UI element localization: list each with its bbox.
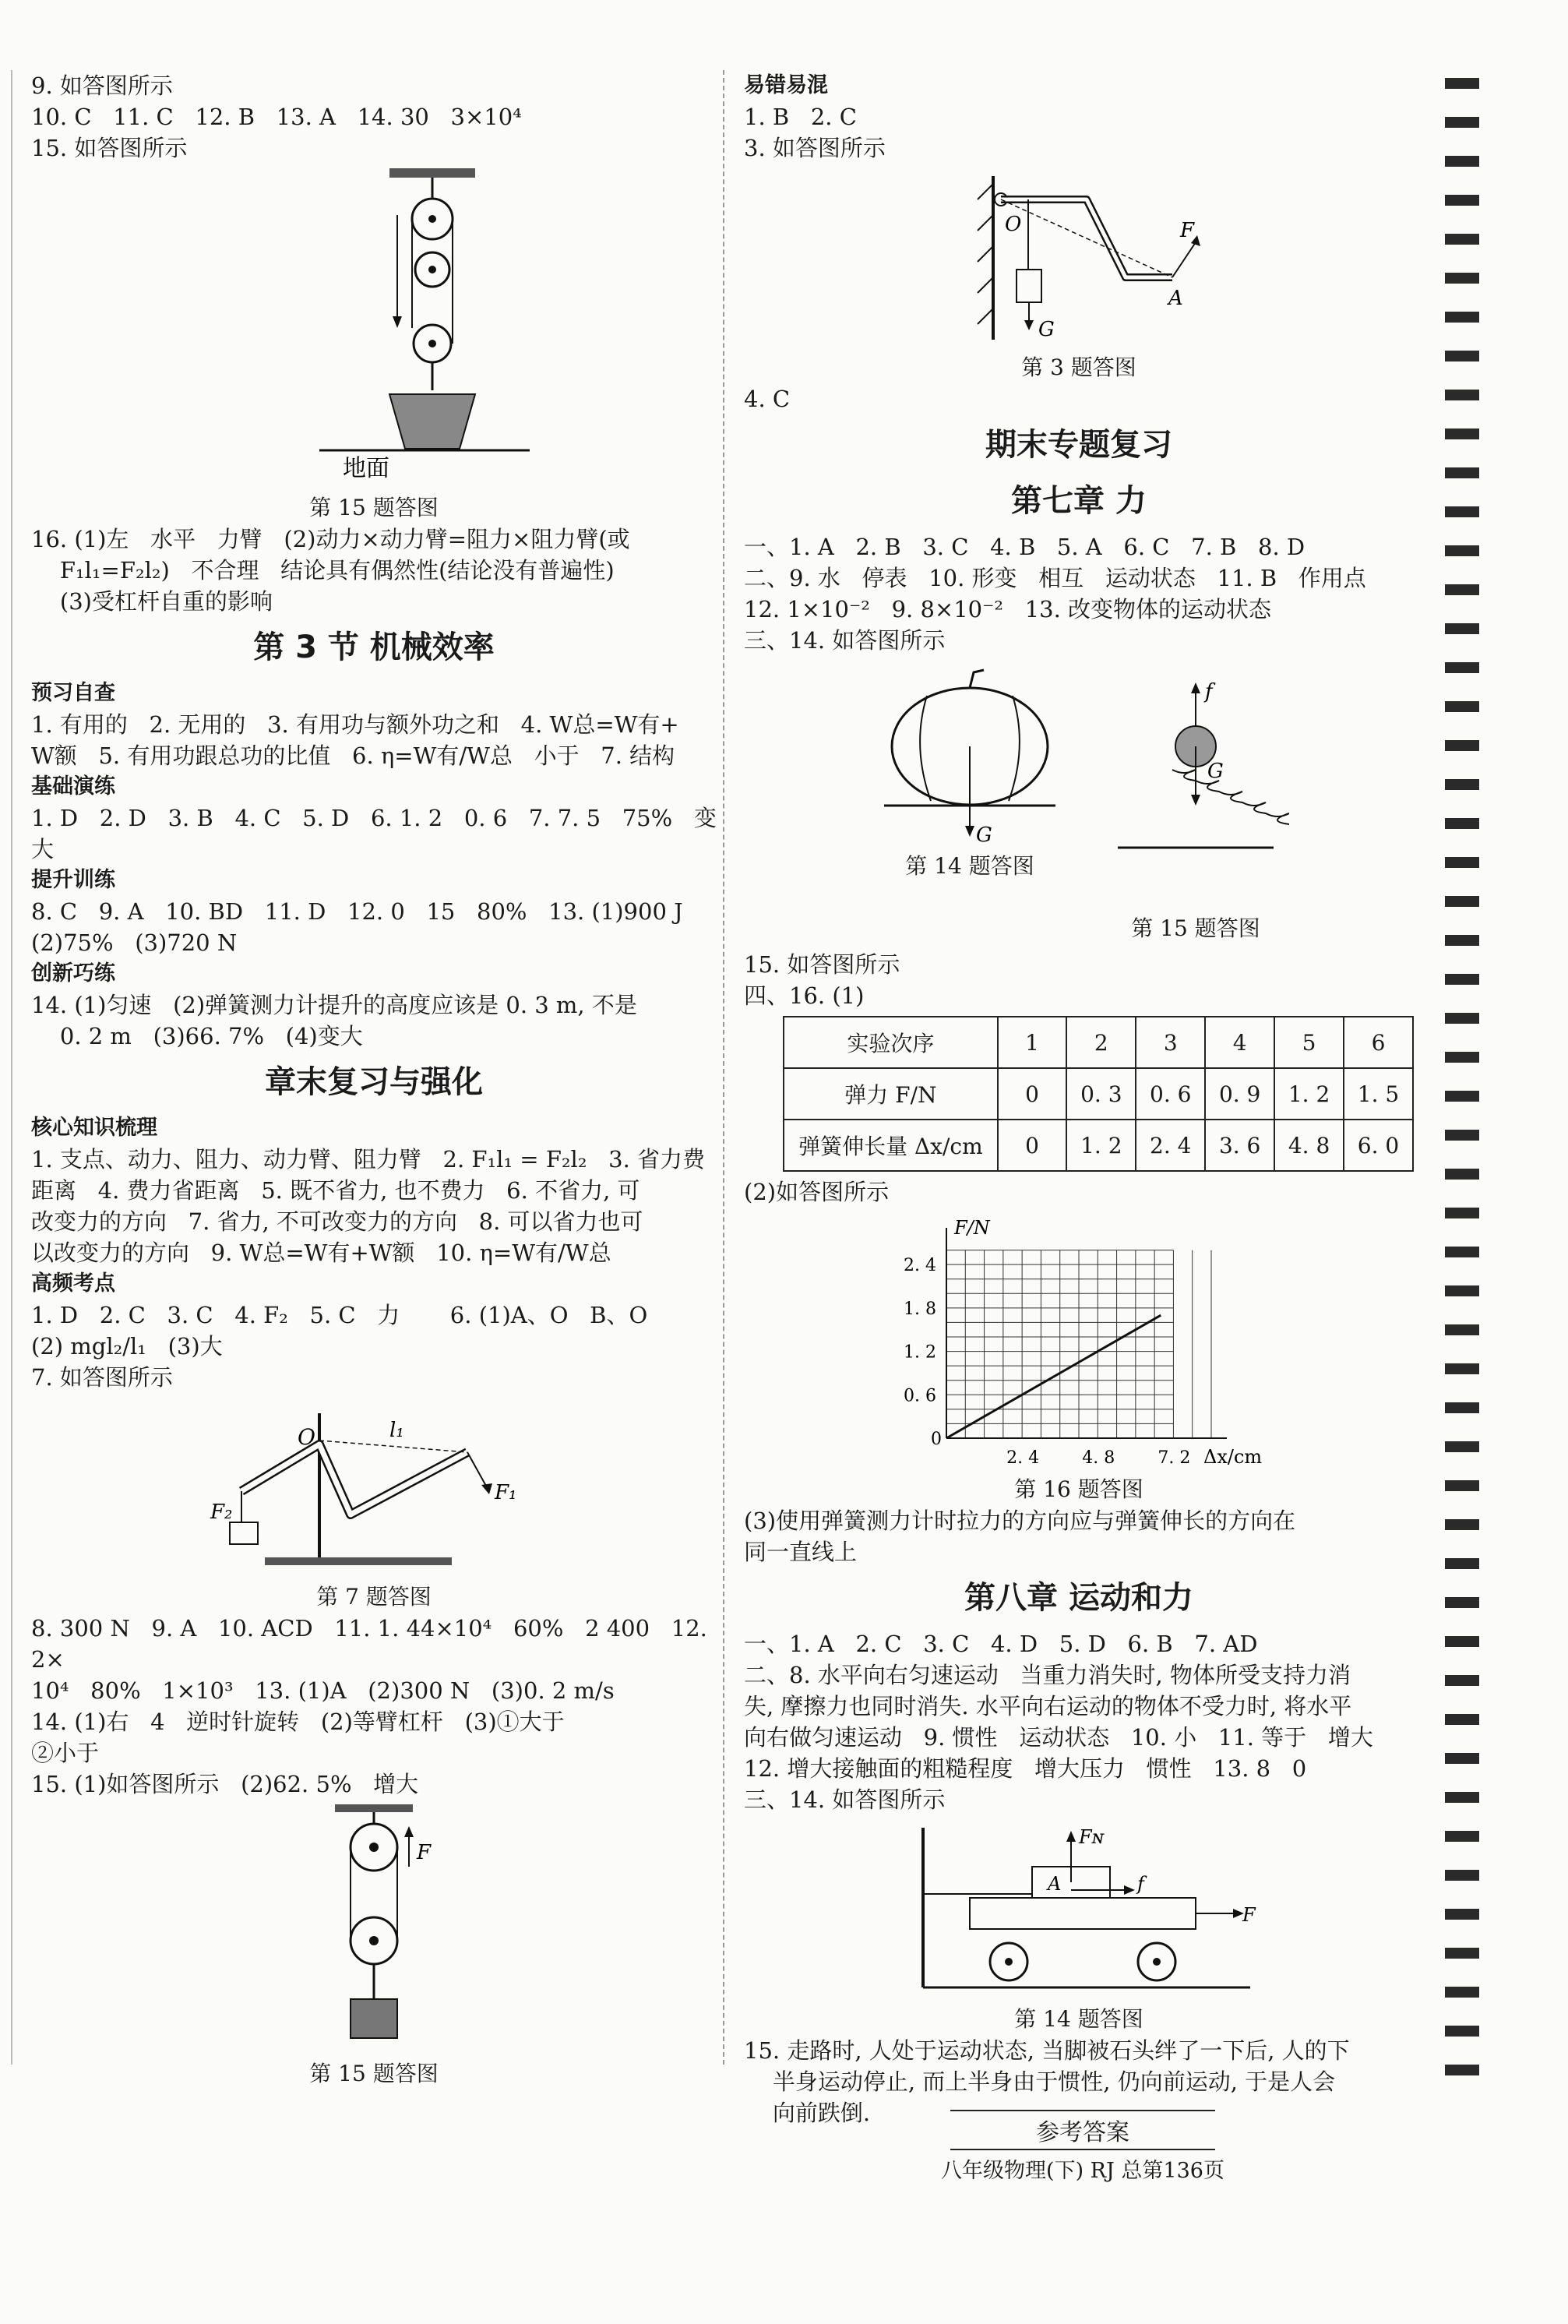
figure-caption: 第 3 题答图 [1021, 354, 1136, 380]
x-axis-label: Δx/cm [1203, 1446, 1263, 1468]
right-column [744, 70, 1414, 2128]
answer-line: 15. 如答图所示 [31, 135, 188, 161]
pulley-figure-15 [210, 168, 537, 488]
left-margin-line [11, 70, 12, 2065]
pulley-figure-15b [296, 1804, 452, 2054]
experiment-table [783, 1016, 1414, 1172]
figure-caption: 第 14 题答图 [1014, 2006, 1143, 2032]
figure-caption: 第 14 题答图 [905, 853, 1034, 879]
figure-caption: 第 15 题答图 [309, 2061, 439, 2086]
subheading: 高频考点 [31, 1271, 115, 1296]
figure-caption: 第 7 题答图 [316, 1584, 432, 1610]
subheading: 提升训练 [31, 868, 115, 892]
section-title: 期末专题复习 [985, 427, 1172, 463]
answer-line: 8. 300 N 9. A 10. ACD 11. 1. 44×10⁴ 60% 2 400 12. 2× [31, 1615, 715, 1673]
subheading: 易错易混 [744, 73, 828, 97]
answer-line: (2)75% (3)720 N [31, 929, 238, 956]
answer-line: W额 5. 有用功跟总功的比值 6. η=W有/W总 小于 7. 结构 [31, 742, 675, 769]
figure-15-wrap [1102, 661, 1289, 944]
table-cell: 实验次序 [784, 1017, 998, 1068]
table-cell: 1. 2 [1274, 1068, 1344, 1120]
table-cell: 0. 3 [1066, 1068, 1136, 1120]
lever-figure-3 [946, 168, 1211, 347]
answer-line: 二、9. 水 停表 10. 形变 相互 运动状态 11. B 作用点 [744, 565, 1366, 591]
answer-line: 以改变力的方向 9. W总=W有+W额 10. η=W有/W总 [31, 1240, 611, 1266]
subheading: 基础演练 [31, 774, 115, 799]
answer-line: 7. 如答图所示 [31, 1364, 173, 1391]
answer-line: 向右做匀速运动 9. 惯性 运动状态 10. 小 11. 等于 增大 [744, 1724, 1373, 1751]
figure-row [744, 661, 1414, 944]
answer-line: 14. (1)右 4 逆时针旋转 (2)等臂杠杆 (3)①大于 [31, 1709, 565, 1735]
table-cell: 弹簧伸长量 Δx/cm [784, 1120, 998, 1171]
binding-marks [1445, 78, 1479, 2104]
answer-line: 3. 如答图所示 [744, 135, 886, 161]
answer-line: 9. 如答图所示 [31, 72, 173, 99]
table-cell: 5 [1274, 1017, 1344, 1068]
label-g: G [1207, 760, 1224, 783]
x-tick-label: 2. 4 [1006, 1448, 1040, 1468]
answer-line: ②小于 [31, 1740, 100, 1766]
answer-line: 12. 1×10⁻² 9. 8×10⁻² 13. 改变物体的运动状态 [744, 596, 1272, 622]
label-fn: Fɴ [1079, 1826, 1105, 1848]
answer-line: 1. B 2. C [744, 104, 857, 130]
series-line [946, 1315, 1161, 1438]
answer-line: 0. 2 m (3)66. 7% (4)变大 [31, 1023, 363, 1049]
table-cell: 0 [998, 1068, 1067, 1120]
section-title: 第 3 节 机械效率 [253, 629, 495, 665]
table-cell: 4. 8 [1274, 1120, 1344, 1171]
table-cell: 1 [998, 1017, 1067, 1068]
label-l1: l₁ [389, 1419, 404, 1442]
ground-label: 地面 [343, 455, 389, 482]
label-o: O [298, 1424, 315, 1450]
origin-label: 0 [931, 1430, 942, 1449]
table-cell: 2. 4 [1136, 1120, 1205, 1171]
subheading: 预习自查 [31, 681, 115, 705]
answer-line: 1. 有用的 2. 无用的 3. 有用功与额外功之和 4. W总=W有+ [31, 711, 679, 738]
table-cell: 6. 0 [1344, 1120, 1413, 1171]
label-f-force: F [1242, 1904, 1256, 1926]
label-f: F [1180, 219, 1195, 242]
table-cell: 3 [1136, 1017, 1205, 1068]
subheading: 创新巧练 [31, 961, 115, 986]
answer-line: 8. C 9. A 10. BD 11. D 12. 0 15 80% 13. (1)900 J [31, 898, 683, 925]
answer-line: 向前跌倒. [744, 2100, 871, 2126]
figure-caption: 第 15 题答图 [1131, 915, 1260, 941]
table-row [784, 1120, 1413, 1171]
table-cell: 4 [1205, 1017, 1274, 1068]
answer-line: 4. C [744, 386, 791, 412]
answer-line: 二、8. 水平向右匀速运动 当重力消失时, 物体所受支持力消 [744, 1662, 1351, 1688]
y-axis-label: F/N [954, 1217, 990, 1239]
chapter-title: 第八章 运动和力 [964, 1580, 1193, 1616]
y-tick-label: 2. 4 [904, 1256, 936, 1276]
footer-subtitle: 八年级物理(下) RJ 总第136页 [941, 2159, 1224, 2183]
label-g: G [976, 823, 992, 847]
figure-caption: 第 16 题答图 [1014, 1476, 1143, 1502]
answer-line: 一、1. A 2. B 3. C 4. B 5. A 6. C 7. B 8. D [744, 534, 1305, 560]
table-cell: 0. 9 [1205, 1068, 1274, 1120]
answer-line: 三、14. 如答图所示 [744, 627, 946, 654]
lever-figure-7 [195, 1398, 553, 1577]
answer-line: 1. D 2. C 3. C 4. F₂ 5. C 力 6. (1)A、O B、O [31, 1302, 648, 1328]
figure-caption: 第 15 题答图 [309, 495, 439, 520]
table-cell: 弹力 F/N [784, 1068, 998, 1120]
table-cell: 6 [1344, 1017, 1413, 1068]
answer-line: 10. C 11. C 12. B 13. A 14. 30 3×10⁴ [31, 104, 522, 130]
table-cell: 1. 5 [1344, 1068, 1413, 1120]
answer-line: 三、14. 如答图所示 [744, 1786, 946, 1813]
answer-line: 改变力的方向 7. 省力, 不可改变力的方向 8. 可以省力也可 [31, 1208, 643, 1235]
label-g: G [1038, 318, 1055, 341]
table-cell: 0 [998, 1120, 1067, 1171]
label-f1: F₁ [495, 1481, 517, 1504]
answer-line: 1. 支点、动力、阻力、动力臂、阻力臂 2. F₁l₁ = F₂l₂ 3. 省力费 [31, 1146, 706, 1173]
answer-line: 四、16. (1) [744, 982, 865, 1009]
x-tick-label: 4. 8 [1082, 1448, 1115, 1468]
column-divider [723, 70, 724, 2065]
answer-line: (2) mgl₂/l₁ (3)大 [31, 1333, 223, 1359]
pumpkin-figure-14 [869, 661, 1071, 848]
spring-figure-15 [1102, 661, 1289, 910]
label-f: F [417, 1841, 432, 1864]
table-cell: 1. 2 [1066, 1120, 1136, 1171]
footer-title: 参考答案 [950, 2110, 1215, 2150]
label-a: A [1048, 1873, 1062, 1895]
answer-line: 1. D 2. D 3. B 4. C 5. D 6. 1. 2 0. 6 7. 7. 5 75% 变大 [31, 805, 717, 862]
answer-line: 15. (1)如答图所示 (2)62. 5% 增大 [31, 1771, 419, 1797]
section-title: 章末复习与强化 [265, 1064, 483, 1100]
answer-line: (2)如答图所示 [744, 1179, 890, 1205]
y-tick-label: 1. 8 [904, 1299, 936, 1319]
answer-line: F₁l₁=F₂l₂) 不合理 结论具有偶然性(结论没有普遍性) [31, 557, 615, 584]
answer-line: 15. 如答图所示 [744, 951, 900, 978]
answer-line: 一、1. A 2. C 3. C 4. D 5. D 6. B 7. AD [744, 1631, 1258, 1657]
force-extension-chart [892, 1212, 1266, 1469]
table-row [784, 1017, 1413, 1068]
y-tick-label: 0. 6 [904, 1386, 936, 1406]
answer-line: 14. (1)匀速 (2)弹簧测力计提升的高度应该是 0. 3 m, 不是 [31, 992, 637, 1018]
answer-line: 失, 摩擦力也同时消失. 水平向右运动的物体不受力时, 将水平 [744, 1693, 1352, 1719]
label-f: f [1205, 680, 1213, 704]
x-tick-label: 7. 2 [1158, 1448, 1191, 1468]
answer-line: 15. 走路时, 人处于运动状态, 当脚被石头绊了一下后, 人的下 [744, 2037, 1350, 2064]
table-cell: 0. 6 [1136, 1068, 1205, 1120]
subheading: 核心知识梳理 [31, 1116, 157, 1140]
answer-line: 同一直线上 [744, 1539, 858, 1565]
answer-line: (3)使用弹簧测力计时拉力的方向应与弹簧伸长的方向在 [744, 1508, 1296, 1534]
table-cell: 2 [1066, 1017, 1136, 1068]
answer-line: 12. 增大接触面的粗糙程度 增大压力 惯性 13. 8 0 [744, 1755, 1307, 1782]
answer-line: 10⁴ 80% 1×10³ 13. (1)A (2)300 N (3)0. 2 m/s [31, 1677, 615, 1704]
y-tick-label: 1. 2 [904, 1342, 936, 1363]
table-row [784, 1068, 1413, 1120]
answer-line: 16. (1)左 水平 力臂 (2)动力×动力臂=阻力×阻力臂(或 [31, 526, 630, 552]
figure-14-wrap [869, 661, 1071, 944]
chapter-title: 第七章 力 [1011, 483, 1147, 519]
label-o: O [1005, 213, 1022, 236]
page-footer [744, 2110, 1422, 2184]
table-cell: 3. 6 [1205, 1120, 1274, 1171]
answer-line: 半身运动停止, 而上半身由于惯性, 仍向前运动, 于是人会 [744, 2068, 1336, 2095]
label-f2: F₂ [210, 1501, 233, 1524]
answer-line: (3)受杠杆自重的影响 [31, 588, 273, 615]
answer-line: 距离 4. 费力省距离 5. 既不省力, 也不费力 6. 不省力, 可 [31, 1177, 640, 1204]
left-column [31, 70, 717, 2089]
label-a: A [1168, 287, 1183, 310]
cart-figure-14 [892, 1820, 1266, 1999]
label-f-friction: f [1137, 1873, 1144, 1895]
